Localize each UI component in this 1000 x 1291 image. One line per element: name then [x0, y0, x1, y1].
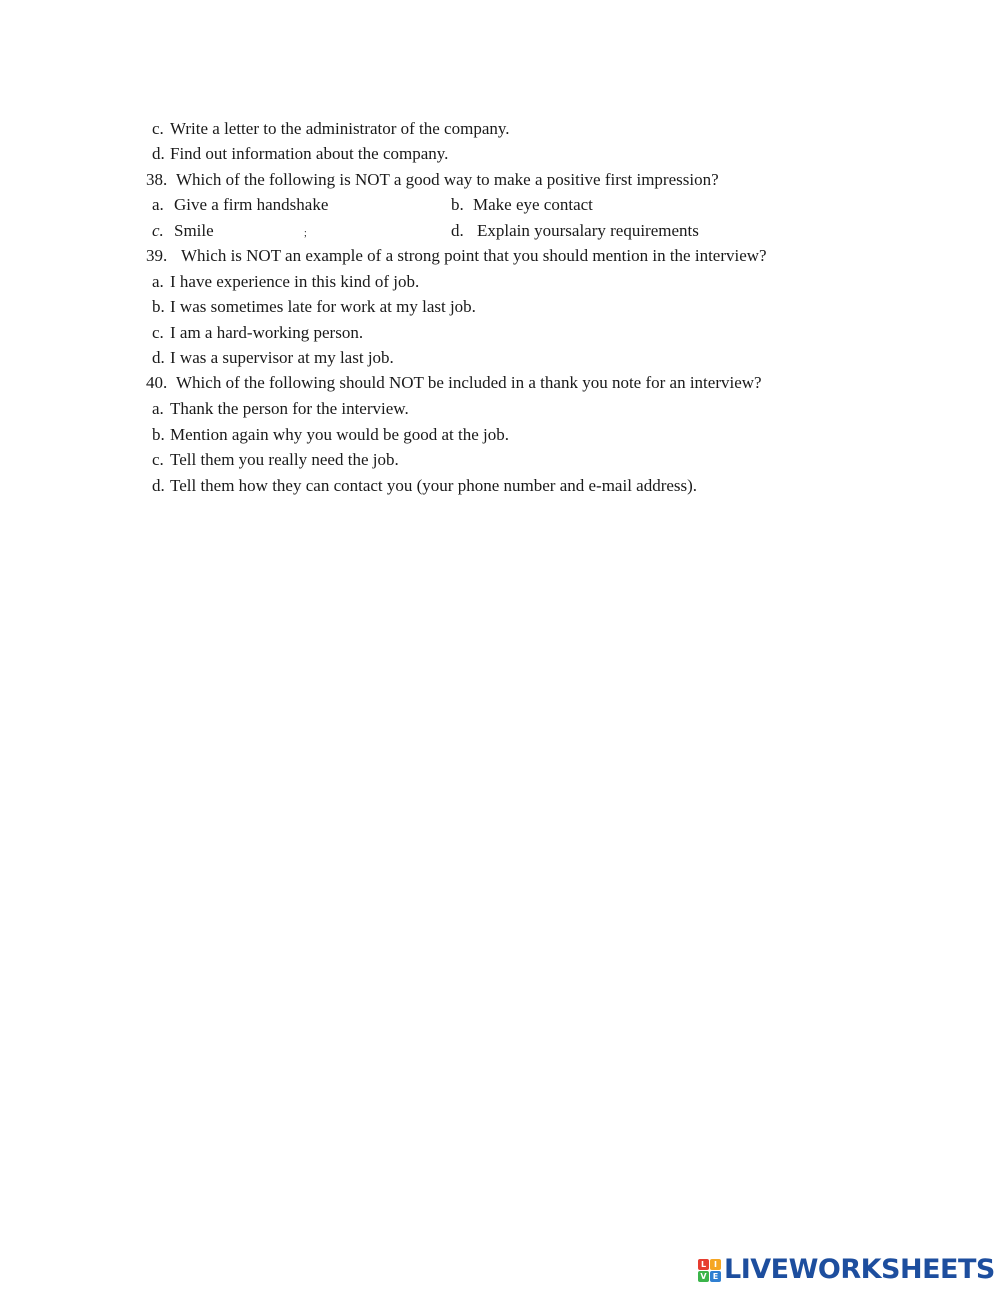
option-text: Give a firm handshake: [174, 195, 329, 214]
option-text: Thank the person for the interview.: [170, 399, 409, 418]
option-text: I have experience in this kind of job.: [170, 272, 420, 291]
option-text: Tell them how they can contact you (your phone number and e-mail address).: [170, 476, 698, 495]
option-39d: [152, 348, 394, 368]
option-text: Smile: [174, 221, 214, 240]
option-38c: [152, 221, 214, 241]
logo-letter-v: V: [698, 1271, 709, 1282]
option-label: c.: [152, 323, 164, 342]
option-40a: [152, 399, 409, 419]
option-text: Find out information about the company.: [170, 144, 449, 163]
option-38a: [152, 195, 328, 215]
option-38b: [451, 195, 593, 215]
option-label: d.: [152, 144, 165, 163]
option-label: d.: [451, 221, 464, 240]
option-label: c.: [152, 450, 164, 469]
option-text: Tell them you really need the job.: [170, 450, 399, 469]
option-text: I was sometimes late for work at my last job.: [170, 297, 476, 316]
option-label: c.: [152, 221, 164, 240]
option-39c: [152, 323, 363, 343]
option-label: a.: [152, 399, 164, 418]
logo-letter-l: L: [698, 1259, 709, 1270]
option-label: d.: [152, 348, 165, 367]
option-text: Mention again why you would be good at the job.: [170, 425, 510, 444]
question-number: 39.: [146, 246, 168, 265]
option-37c: [152, 119, 510, 139]
option-text: Make eye contact: [473, 195, 593, 214]
question-40: [146, 373, 762, 393]
question-number: 40.: [146, 373, 168, 392]
question-39: [146, 246, 767, 266]
option-text: Write a letter to the administrator of the company.: [170, 119, 510, 138]
option-39b: [152, 297, 476, 317]
question-number: 38.: [146, 170, 168, 189]
option-40c: [152, 450, 399, 470]
option-label: b.: [451, 195, 464, 214]
option-label: b.: [152, 425, 165, 444]
option-label: c.: [152, 119, 164, 138]
option-38d: [451, 221, 699, 241]
logo-mark-icon: [698, 1259, 721, 1282]
logo-letter-e: E: [710, 1271, 721, 1282]
option-label: a.: [152, 272, 164, 291]
option-label: b.: [152, 297, 165, 316]
option-37d: [152, 144, 448, 164]
option-40b: [152, 425, 509, 445]
option-39a: [152, 272, 419, 292]
logo-letter-i: I: [710, 1259, 721, 1270]
option-label: d.: [152, 476, 165, 495]
option-text: I was a supervisor at my last job.: [170, 348, 394, 367]
stray-mark: ;: [304, 228, 307, 239]
liveworksheets-logo: [698, 1256, 995, 1284]
question-text: Which of the following should NOT be included in a thank you note for an interview?: [176, 373, 762, 392]
option-label: a.: [152, 195, 164, 214]
option-text: I am a hard-working person.: [170, 323, 364, 342]
logo-text: LIVEWORKSHEETS: [724, 1254, 995, 1285]
question-38: [146, 170, 719, 190]
option-text: Explain yoursalary requirements: [477, 221, 699, 240]
question-text: Which is NOT an example of a strong point that you should mention in the interview?: [181, 246, 767, 265]
question-text: Which of the following is NOT a good way to make a positive first impression?: [176, 170, 719, 189]
option-40d: [152, 476, 697, 496]
